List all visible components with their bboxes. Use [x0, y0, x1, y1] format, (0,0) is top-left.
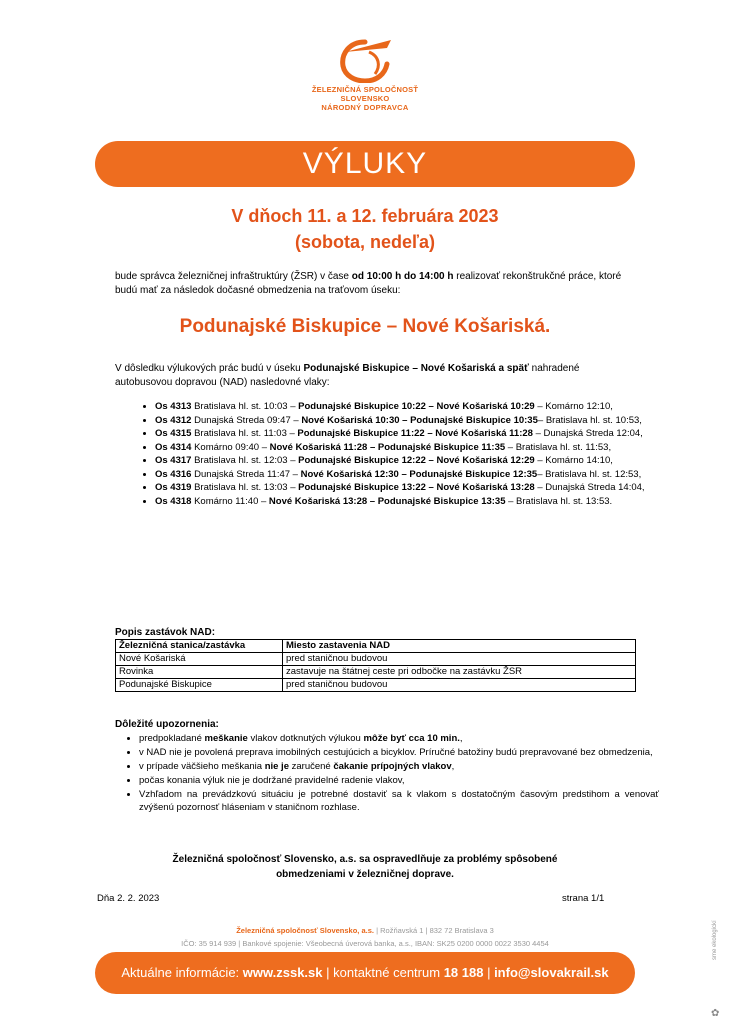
note-item: • v prípade väčšieho meškania nie je zaručené čakanie prípojných vlakov,: [139, 760, 659, 773]
intro-text: bude správca železničnej infraštruktúry (ŽSR) v čase: [115, 271, 352, 282]
train-item: • Os 4315 Bratislava hl. st. 11:03 – Podunajské Biskupice 11:22 – Nové Košariská 11:28 – Dunajská Streda 12:04,: [155, 427, 675, 440]
train-item: • Os 4314 Komárno 09:40 – Nové Košariská 11:28 – Podunajské Biskupice 11:35 – Bratislava hl. st. 11:53,: [155, 441, 675, 454]
website-link[interactable]: www.zssk.sk: [242, 965, 323, 980]
train-item: • Os 4312 Dunajská Streda 09:47 – Nové Košariská 10:30 – Podunajské Biskupice 10:35– Bratislava hl. st. 10:53,: [155, 414, 675, 427]
zssk-logo: [300, 38, 430, 113]
table-row: [116, 653, 636, 666]
train-item: • Os 4319 Bratislava hl. st. 13:03 – Podunajské Biskupice 13:22 – Nové Košariská 13:28 – Dunajská Streda 14:04,: [155, 481, 675, 494]
train-item: • Os 4316 Dunajská Streda 11:47 – Nové Košariská 12:30 – Podunajské Biskupice 12:35– Bratislava hl. st. 12:53,: [155, 468, 675, 481]
table-cell: pred staničnou budovou: [283, 679, 636, 692]
important-title: Dôležité upozornenia:: [115, 719, 219, 730]
intro-paragraph: [115, 270, 635, 298]
header-stop-place: Miesto zastavenia NAD: [283, 640, 636, 653]
page-number: strana 1/1: [562, 893, 605, 904]
contact-bar: Aktuálne informácie: www.zssk.sk | kontaktné centrum 18 188 | info@slovakrail.sk: [95, 952, 635, 994]
eco-label: sme ekologickí: [712, 920, 718, 960]
table-header-row: [116, 640, 636, 653]
table-row: [116, 679, 636, 692]
train-item: • Os 4318 Komárno 11:40 – Nové Košariská 13:28 – Podunajské Biskupice 13:35 – Bratislava hl. st. 13:53.: [155, 495, 675, 508]
zssk-logo-icon: [335, 38, 395, 83]
stops-table: [115, 639, 636, 692]
email-link[interactable]: info@slovakrail.sk: [494, 965, 609, 980]
stops-title: Popis zastávok NAD:: [115, 627, 216, 638]
contact-label: Aktuálne informácie:: [121, 965, 243, 980]
train-list: [115, 400, 675, 508]
table-cell: Nové Košariská: [116, 653, 283, 666]
note-item: • Vzhľadom na prevádzkovú situáciu je potrebné dostaviť sa k vlakom s dostatočným časovým predstihom a venovať zvýšenú pozornosť hláseniam v staničnom rozhlase.: [139, 788, 659, 814]
apology: [0, 852, 730, 882]
days-heading: (sobota, nedeľa): [295, 232, 435, 252]
route-heading: Podunajské Biskupice – Nové Košariská.: [179, 316, 551, 337]
note-item: • predpokladané meškanie vlakov dotknutých výlukou môže byť cca 10 min.,: [139, 732, 659, 745]
table-row: [116, 666, 636, 679]
para2-text: V dôsledku výlukových prác budú v úseku: [115, 363, 304, 374]
replacement-paragraph: [115, 362, 635, 390]
table-cell: Rovinka: [116, 666, 283, 679]
para2-text-end: nahradené autobusovou dopravou (NAD) nasledovné vlaky:: [115, 363, 580, 388]
contact-center-label: | kontaktné centrum: [322, 965, 444, 980]
footer-address: Železničná spoločnosť Slovensko, a.s. | Rožňavská 1 | 832 72 Bratislava 3: [236, 926, 494, 935]
logo-text-2: NÁRODNÝ DOPRAVCA: [321, 103, 409, 112]
phone-number[interactable]: 18 188: [443, 965, 484, 980]
footer-bank: IČO: 35 914 939 | Bankové spojenie: Všeobecná úverová banka, a.s., IBAN: SK25 0200 0000 0022 3530 4454: [181, 939, 549, 948]
issue-date: Dňa 2. 2. 2023: [97, 893, 160, 904]
intro-text-end: realizovať rekonštrukčné práce, ktoré budú mať za následok dočasné obmedzenia na traťovom úseku:: [115, 271, 622, 296]
notes-list: [115, 732, 659, 815]
train-item: • Os 4317 Bratislava hl. st. 12:03 – Podunajské Biskupice 12:22 – Nové Košariská 12:29 – Komárno 14:10,: [155, 454, 675, 467]
apology-line-1: Železničná spoločnosť Slovensko, a.s. sa ospravedlňuje za problémy spôsobené: [172, 854, 558, 865]
page-title-banner: VÝLUKY: [95, 141, 635, 187]
intro-time: od 10:00 h do 14:00 h: [351, 271, 454, 282]
date-heading: V dňoch 11. a 12. februára 2023: [231, 206, 499, 226]
table-cell: pred staničnou budovou: [283, 653, 636, 666]
note-item: • v NAD nie je povolená preprava imobilných cestujúcich a bicyklov. Príručné batožiny budú prepravované bez obmedzenia,: [139, 746, 659, 759]
apology-line-2: obmedzeniami v železničnej doprave.: [276, 869, 454, 880]
table-cell: Podunajské Biskupice: [116, 679, 283, 692]
recycle-icon: ✿: [711, 1008, 720, 1019]
table-cell: zastavuje na štátnej ceste pri odbočke na zastávku ŽSR: [283, 666, 636, 679]
train-item: • Os 4313 Bratislava hl. st. 10:03 – Podunajské Biskupice 10:22 – Nové Košariská 10:29 – Komárno 12:10,: [155, 400, 675, 413]
para2-section: Podunajské Biskupice – Nové Košariská a späť: [303, 363, 529, 374]
logo-text-1: ŽELEZNIČNÁ SPOLOČNOSŤ SLOVENSKO: [311, 85, 419, 103]
note-item: • počas konania výluk nie je dodržané pravidelné radenie vlakov,: [139, 774, 659, 787]
header-station: Železničná stanica/zastávka: [116, 640, 283, 653]
